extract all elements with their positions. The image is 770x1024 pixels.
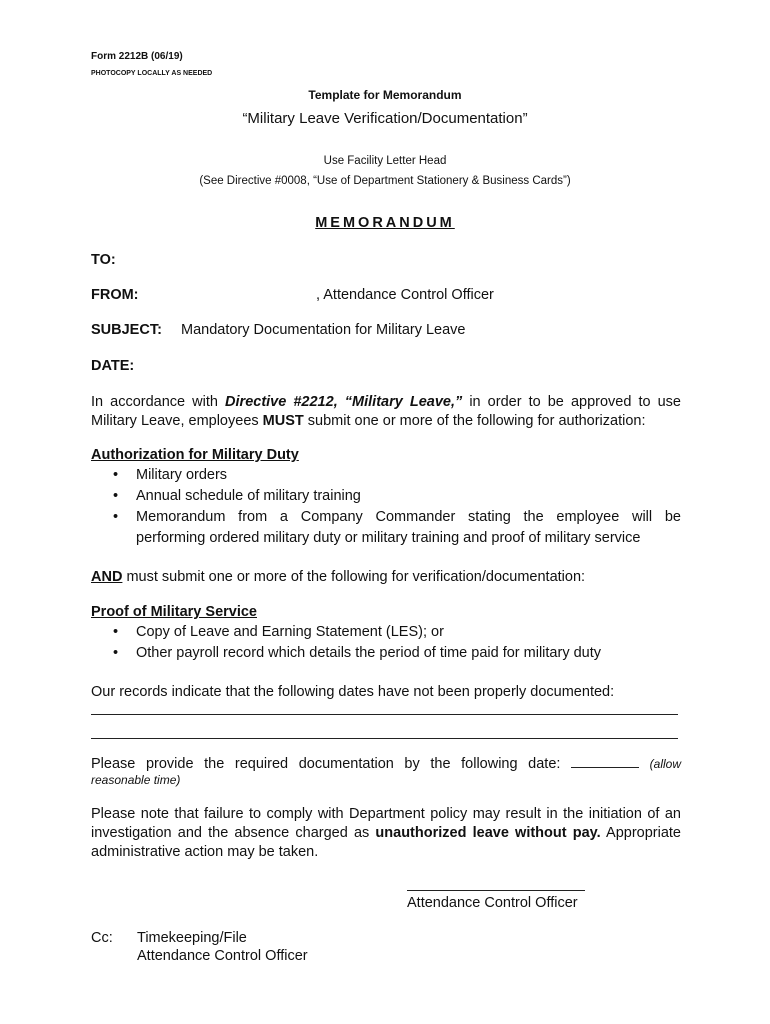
to-label: TO:	[91, 252, 116, 268]
cc-recipient: Attendance Control Officer	[137, 948, 308, 964]
directive-reference: (See Directive #0008, “Use of Department Stationery & Business Cards”)	[199, 175, 571, 187]
provide-text: Please provide the required documentation by the following date:	[91, 756, 561, 772]
template-title: Template for Memorandum	[308, 88, 462, 102]
allow-note: (allow	[649, 757, 682, 771]
form-number: Form 2212B (06/19)	[91, 51, 183, 62]
list-item-text: Copy of Leave and Earning Statement (LES); or	[136, 624, 444, 640]
intro-text: submit one or more of the following for authorization:	[303, 413, 646, 429]
letterhead-note: Use Facility Letter Head	[323, 155, 447, 167]
cc-recipient: Timekeeping/File	[137, 930, 247, 946]
records-text: Our records indicate that the following dates have not been properly documented:	[91, 684, 615, 700]
photocopy-note: PHOTOCOPY LOCALLY AS NEEDED	[91, 70, 213, 77]
notice-line-1: Please note that failure to comply with Department policy may result in the initiation of an	[91, 806, 681, 822]
due-date-field[interactable]	[571, 755, 639, 768]
list-item-text: Memorandum from a Company Commander stating the employee will be	[136, 509, 681, 525]
unauthorized-leave-emphasis: unauthorized leave without pay.	[375, 825, 601, 841]
list-item-text: Annual schedule of military training	[136, 488, 361, 504]
signature-line[interactable]	[407, 890, 585, 891]
intro-text: Military Leave, employees	[91, 413, 263, 429]
list-item	[91, 622, 681, 643]
and-line-text: must submit one or more of the following for verification/documentation:	[122, 569, 586, 585]
bullet-icon: •	[113, 467, 119, 483]
notice-paragraph	[91, 805, 681, 862]
bullet-icon: •	[113, 488, 119, 504]
cc-label: Cc:	[91, 930, 113, 946]
must-emphasis: MUST	[262, 413, 304, 429]
undocumented-dates-line-1[interactable]	[91, 714, 678, 715]
list-item-text: performing ordered military duty or military training and proof of military service	[136, 530, 641, 546]
memo-heading: MEMORANDUM	[315, 215, 455, 231]
date-label: DATE:	[91, 358, 135, 374]
list-item-text: Military orders	[136, 467, 228, 483]
intro-line-1	[91, 393, 681, 412]
and-line	[91, 569, 585, 585]
list-item-text: Other payroll record which details the period of time paid for military duty	[136, 645, 602, 661]
intro-text: In accordance with	[91, 394, 226, 410]
bullet-icon: •	[113, 509, 119, 525]
from-value: , Attendance Control Officer	[316, 287, 494, 303]
intro-text: in order to be approved to use	[462, 394, 682, 410]
directive-name: Directive #2212, “Military Leave,”	[225, 394, 463, 410]
notice-text: investigation and the absence charged as	[91, 825, 376, 841]
notice-line-2	[91, 824, 681, 843]
subject-value: Mandatory Documentation for Military Leave	[181, 322, 466, 338]
and-emphasis: AND	[91, 569, 123, 585]
list-item	[91, 643, 681, 664]
allow-note-continued: reasonable time)	[91, 773, 181, 787]
proof-heading: Proof of Military Service	[91, 604, 257, 620]
from-label: FROM:	[91, 287, 139, 303]
template-subtitle: “Military Leave Verification/Documentation”	[242, 110, 528, 127]
authorization-heading: Authorization for Military Duty	[91, 447, 299, 463]
provide-paragraph	[91, 755, 681, 787]
list-item	[91, 465, 681, 486]
provide-line-1	[91, 755, 681, 772]
bullet-icon: •	[113, 645, 119, 661]
authorization-list	[91, 465, 681, 549]
notice-line-3: administrative action may be taken.	[91, 844, 319, 860]
list-item	[91, 507, 681, 549]
list-item	[91, 486, 681, 507]
undocumented-dates-line-2[interactable]	[91, 738, 678, 739]
bullet-icon: •	[113, 624, 119, 640]
notice-text: Appropriate	[600, 825, 681, 841]
intro-paragraph	[91, 393, 681, 431]
proof-list	[91, 622, 681, 664]
subject-label: SUBJECT:	[91, 322, 162, 338]
intro-line-2	[91, 412, 681, 431]
signature-title: Attendance Control Officer	[407, 895, 578, 911]
